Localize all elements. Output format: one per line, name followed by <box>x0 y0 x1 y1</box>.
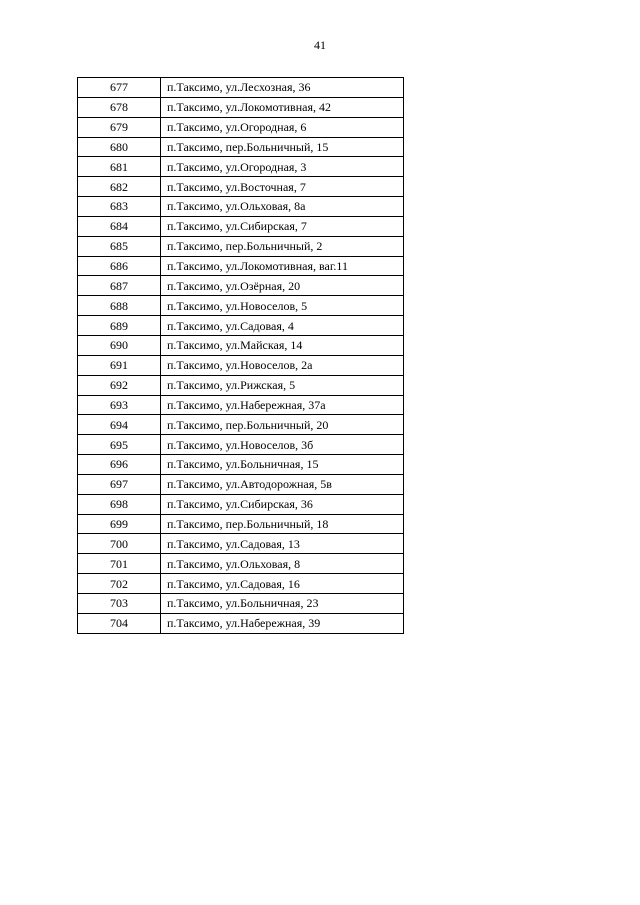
address-cell: п.Таксимо, пер.Больничный, 18 <box>161 514 404 534</box>
address-cell: п.Таксимо, пер.Больничный, 2 <box>161 236 404 256</box>
row-number-cell: 681 <box>78 157 161 177</box>
address-table <box>77 77 404 634</box>
table-row <box>78 474 404 494</box>
address-cell: п.Таксимо, ул.Огородная, 3 <box>161 157 404 177</box>
row-number-cell: 703 <box>78 593 161 613</box>
table-row <box>78 355 404 375</box>
table-row <box>78 534 404 554</box>
table-row <box>78 78 404 98</box>
row-number-cell: 679 <box>78 117 161 137</box>
table-row <box>78 316 404 336</box>
table-row <box>78 593 404 613</box>
table-row <box>78 177 404 197</box>
table-row <box>78 157 404 177</box>
address-cell: п.Таксимо, ул.Ольховая, 8а <box>161 197 404 217</box>
address-cell: п.Таксимо, ул.Новоселов, 5 <box>161 296 404 316</box>
page-number: 41 <box>314 38 326 52</box>
row-number-cell: 699 <box>78 514 161 534</box>
table-row <box>78 494 404 514</box>
address-cell: п.Таксимо, ул.Больничная, 23 <box>161 593 404 613</box>
table-row <box>78 335 404 355</box>
address-cell: п.Таксимо, ул.Набережная, 37а <box>161 395 404 415</box>
address-cell: п.Таксимо, ул.Больничная, 15 <box>161 455 404 475</box>
table-row <box>78 197 404 217</box>
row-number-cell: 689 <box>78 316 161 336</box>
row-number-cell: 700 <box>78 534 161 554</box>
row-number-cell: 688 <box>78 296 161 316</box>
row-number-cell: 682 <box>78 177 161 197</box>
address-cell: п.Таксимо, ул.Лесхозная, 36 <box>161 78 404 98</box>
address-cell: п.Таксимо, пер.Больничный, 15 <box>161 137 404 157</box>
table-row <box>78 117 404 137</box>
table-row <box>78 256 404 276</box>
address-cell: п.Таксимо, ул.Ольховая, 8 <box>161 554 404 574</box>
address-cell: п.Таксимо, ул.Рижская, 5 <box>161 375 404 395</box>
row-number-cell: 695 <box>78 435 161 455</box>
table-row <box>78 415 404 435</box>
table-row <box>78 613 404 633</box>
row-number-cell: 693 <box>78 395 161 415</box>
table-row <box>78 574 404 594</box>
row-number-cell: 684 <box>78 216 161 236</box>
address-cell: п.Таксимо, ул.Локомотивная, ваг.11 <box>161 256 404 276</box>
row-number-cell: 698 <box>78 494 161 514</box>
row-number-cell: 697 <box>78 474 161 494</box>
row-number-cell: 678 <box>78 97 161 117</box>
row-number-cell: 687 <box>78 276 161 296</box>
address-cell: п.Таксимо, ул.Восточная, 7 <box>161 177 404 197</box>
row-number-cell: 683 <box>78 197 161 217</box>
row-number-cell: 685 <box>78 236 161 256</box>
table-row <box>78 455 404 475</box>
table-row <box>78 296 404 316</box>
address-cell: п.Таксимо, ул.Набережная, 39 <box>161 613 404 633</box>
address-cell: п.Таксимо, ул.Майская, 14 <box>161 335 404 355</box>
address-cell: п.Таксимо, ул.Садовая, 13 <box>161 534 404 554</box>
row-number-cell: 701 <box>78 554 161 574</box>
address-cell: п.Таксимо, ул.Автодорожная, 5в <box>161 474 404 494</box>
row-number-cell: 702 <box>78 574 161 594</box>
row-number-cell: 694 <box>78 415 161 435</box>
row-number-cell: 691 <box>78 355 161 375</box>
table-body <box>78 78 404 634</box>
address-cell: п.Таксимо, ул.Локомотивная, 42 <box>161 97 404 117</box>
address-cell: п.Таксимо, пер.Больничный, 20 <box>161 415 404 435</box>
table-row <box>78 435 404 455</box>
row-number-cell: 692 <box>78 375 161 395</box>
row-number-cell: 686 <box>78 256 161 276</box>
address-cell: п.Таксимо, ул.Огородная, 6 <box>161 117 404 137</box>
row-number-cell: 704 <box>78 613 161 633</box>
address-cell: п.Таксимо, ул.Садовая, 4 <box>161 316 404 336</box>
row-number-cell: 696 <box>78 455 161 475</box>
row-number-cell: 690 <box>78 335 161 355</box>
address-cell: п.Таксимо, ул.Новоселов, 3б <box>161 435 404 455</box>
address-cell: п.Таксимо, ул.Сибирская, 36 <box>161 494 404 514</box>
table-row <box>78 236 404 256</box>
table-row <box>78 216 404 236</box>
address-cell: п.Таксимо, ул.Новоселов, 2а <box>161 355 404 375</box>
address-cell: п.Таксимо, ул.Сибирская, 7 <box>161 216 404 236</box>
table-row <box>78 395 404 415</box>
row-number-cell: 680 <box>78 137 161 157</box>
table-row <box>78 276 404 296</box>
row-number-cell: 677 <box>78 78 161 98</box>
table-row <box>78 375 404 395</box>
table-row <box>78 97 404 117</box>
address-cell: п.Таксимо, ул.Озёрная, 20 <box>161 276 404 296</box>
table-row <box>78 514 404 534</box>
table-row <box>78 554 404 574</box>
table-row <box>78 137 404 157</box>
address-cell: п.Таксимо, ул.Садовая, 16 <box>161 574 404 594</box>
